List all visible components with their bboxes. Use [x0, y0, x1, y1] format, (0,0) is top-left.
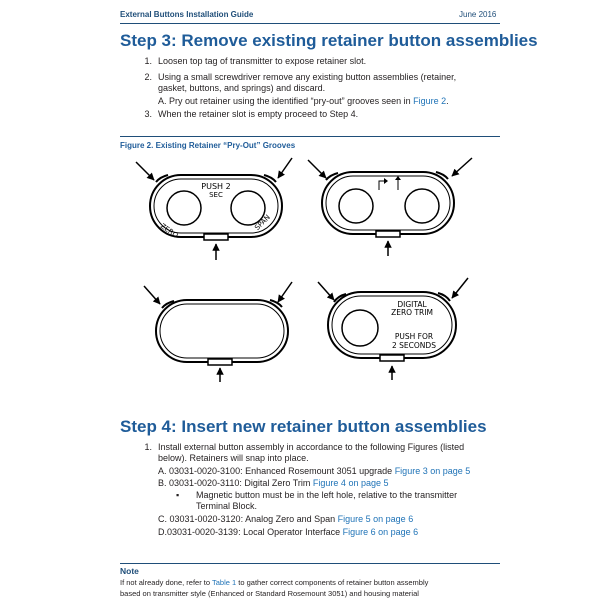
step4-intro-line1: Install external button assembly in accordance to the following Figures (listed [158, 442, 465, 452]
step3-subitem-a [158, 95, 449, 107]
step3-item-1-text: Loosen top tag of transmitter to expose retainer slot. [158, 56, 367, 66]
arrow-c-left [144, 286, 160, 304]
span-label: SPAN [253, 213, 272, 232]
digital-label: DIGITAL [397, 300, 427, 309]
step4-item-1-num: 1. [144, 442, 152, 452]
turn-arrow-head-icon [384, 178, 388, 184]
step3-title: Step 3: Remove existing retainer button assemblies [120, 31, 538, 50]
pry-groove-b-bottom [376, 231, 400, 237]
step3-list [140, 55, 500, 125]
retainer-digital-zero-trim [318, 278, 468, 380]
two-seconds-label: 2 SECONDS [392, 341, 436, 350]
note-line1 [120, 577, 500, 588]
retainer-c-outline [156, 300, 288, 362]
note-line1-post: to gather correct components of retainer button assembly [236, 578, 429, 587]
zero-label: ZERO [158, 222, 180, 240]
step3-item-2-line1: Using a small screwdriver remove any existing button assemblies (retainer, [158, 72, 457, 82]
step4-subitem-b-text: B. 03031-0020-3110: Digital Zero Trim [158, 478, 313, 488]
guide-title: External Buttons Installation Guide [120, 10, 254, 19]
push-2-label: PUSH 2 [201, 182, 231, 191]
table-1-link[interactable]: Table 1 [212, 578, 237, 587]
arrow-a-right [278, 158, 292, 178]
figure2-caption: Figure 2. Existing Retainer “Pry-Out” Grooves [120, 141, 296, 150]
arrow-a-left [136, 162, 154, 180]
step3-item-2-line2: gasket, buttons, and springs) and discard. [158, 83, 326, 93]
step3-item-2-num: 2. [144, 72, 152, 82]
step3-item-1-num: 1. [144, 56, 152, 66]
magnetic-button-hole [342, 310, 378, 346]
arrow-d-right [452, 278, 468, 298]
note-rule [120, 563, 500, 564]
right-button-hole [405, 189, 439, 223]
step3-subitem-a-text: A. Pry out retainer using the identified “pry-out” grooves seen in [158, 96, 414, 106]
step3-item-3-text: When the retainer slot is empty proceed to Step 4. [158, 109, 359, 119]
figure-4-link[interactable]: Figure 4 on page 5 [312, 478, 389, 488]
step4-subitem-d [158, 526, 418, 538]
pry-groove-d-bottom [380, 355, 404, 361]
step4-subitem-c [158, 513, 413, 525]
arrow-b-left [308, 160, 326, 178]
step4-subitem-b [158, 477, 388, 489]
figure-6-link[interactable]: Figure 6 on page 6 [342, 527, 419, 537]
figure2-drawing [120, 152, 500, 382]
figure-rule [120, 136, 500, 137]
bullet-icon: ▪ [176, 490, 180, 500]
retainer-arrows [308, 158, 472, 256]
note-line2: based on transmitter style (Enhanced or Standard Rosemount 3051) and housing material [120, 589, 419, 598]
figure-2-link[interactable]: Figure 2 [413, 96, 447, 106]
step4-subitem-c-text: C. 03031-0020-3120: Analog Zero and Span [158, 514, 338, 524]
left-button-hole [339, 189, 373, 223]
push-for-label: PUSH FOR [394, 332, 434, 341]
sec-label: SEC [209, 191, 223, 199]
retainer-c-inner [160, 304, 284, 358]
step4-list [140, 441, 500, 556]
zero-trim-label: ZERO TRIM [391, 308, 433, 317]
retainer-blank [144, 282, 292, 382]
pry-groove-c-bottom [208, 359, 232, 365]
zero-button-hole [167, 191, 201, 225]
figure-5-link[interactable]: Figure 5 on page 6 [337, 514, 414, 524]
pry-groove-a-bottom [204, 234, 228, 240]
step4-bullet-line1: Magnetic button must be in the left hole, relative to the transmitter [196, 490, 458, 500]
arrow-d-left [318, 282, 334, 300]
note-heading: Note [120, 566, 139, 576]
arrow-b-right [452, 158, 472, 176]
retainer-zero-span [136, 158, 292, 260]
step4-title: Step 4: Insert new retainer button assemblies [120, 417, 487, 436]
step3-subitem-a-post: . [446, 96, 449, 106]
step3-item-3-num: 3. [144, 109, 152, 119]
step4-subitem-d-text: D.03031-0020-3139: Local Operator Interface [158, 527, 343, 537]
up-arrow-head-icon [395, 176, 401, 180]
arrow-c-right [278, 282, 292, 302]
header-date: June 2016 [459, 10, 497, 19]
step4-subitem-a [158, 465, 470, 477]
note-line1-pre: If not already done, refer to [120, 578, 213, 587]
step4-bullet-line2: Terminal Block. [196, 501, 258, 511]
step4-intro-line2: below). Retainers will snap into place. [158, 453, 309, 463]
header-rule [120, 23, 500, 24]
step4-subitem-a-text: A. 03031-0020-3100: Enhanced Rosemount 3051 upgrade [158, 466, 395, 476]
figure-3-link[interactable]: Figure 3 on page 5 [394, 466, 471, 476]
